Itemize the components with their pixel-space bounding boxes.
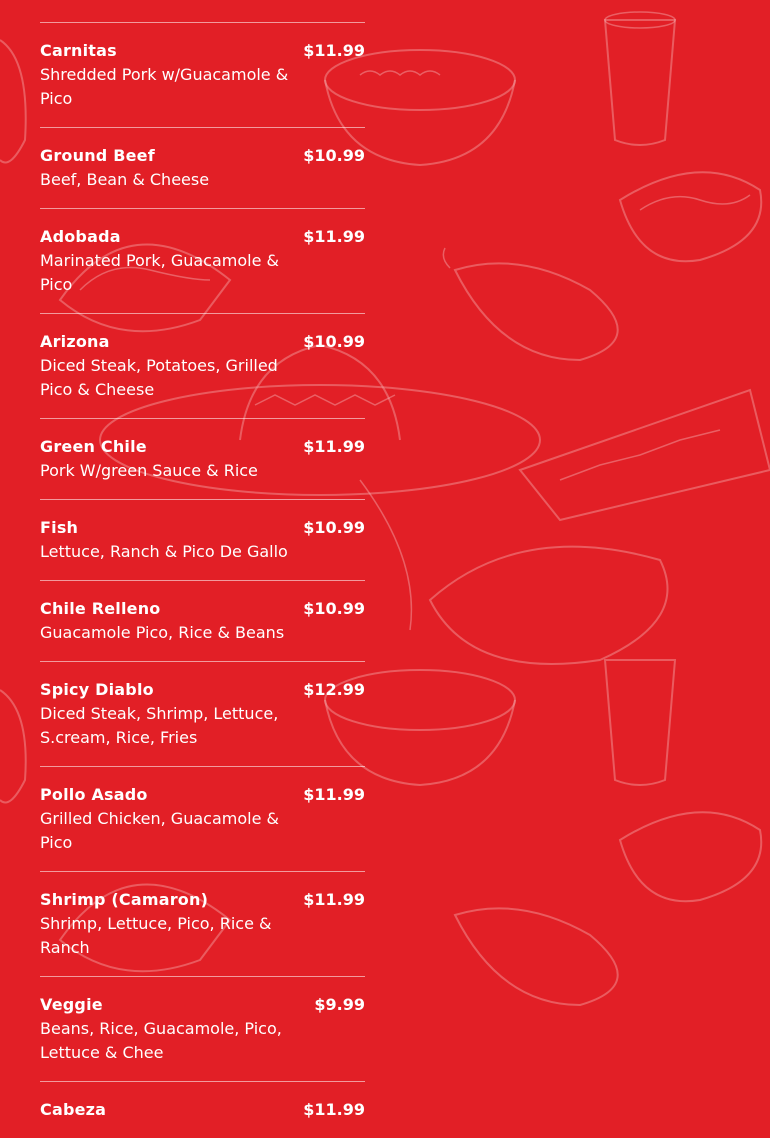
burrito-icon [620, 172, 761, 261]
burrito-icon [0, 40, 26, 803]
menu-item [40, 661, 365, 766]
glass-icon [605, 12, 675, 145]
menu-item [40, 208, 365, 313]
item-name: Ground Beef [40, 146, 155, 165]
menu-item [40, 313, 365, 418]
item-name: Shrimp (Camaron) [40, 890, 209, 909]
chili-pepper-icon [443, 248, 617, 360]
menu-item [40, 22, 365, 127]
item-description: Beans, Rice, Guacamole, Pico, Lettuce & Chee [40, 1019, 282, 1062]
glass-icon [605, 660, 675, 785]
menu-item [40, 580, 365, 661]
item-price: $10.99 [303, 518, 365, 537]
item-description: Marinated Pork, Guacamole & Pico [40, 251, 279, 294]
item-price: $12.99 [303, 680, 365, 699]
item-name: Pollo Asado [40, 785, 148, 804]
item-price: $10.99 [303, 332, 365, 351]
item-description: Shredded Pork w/Guacamole & Pico [40, 65, 289, 108]
item-description: Shrimp, Lettuce, Pico, Rice & Ranch [40, 914, 272, 957]
item-price: $11.99 [303, 227, 365, 246]
item-description: Diced Steak, Shrimp, Lettuce, S.cream, Rice, Fries [40, 704, 279, 747]
menu-item [40, 418, 365, 499]
item-name: Chile Relleno [40, 599, 161, 618]
item-name: Cabeza [40, 1100, 107, 1119]
menu-item [40, 976, 365, 1081]
item-description: Beef, Bean & Cheese [40, 170, 210, 189]
item-price: $11.99 [303, 785, 365, 804]
item-description: Lettuce, Ranch & Pico De Gallo [40, 542, 288, 561]
item-price: $11.99 [303, 1100, 365, 1119]
item-name: Adobada [40, 227, 121, 246]
chili-pepper-icon [455, 908, 618, 1005]
item-name: Veggie [40, 995, 103, 1014]
menu-item [40, 127, 365, 208]
item-name: Spicy Diablo [40, 680, 154, 699]
item-price: $10.99 [303, 146, 365, 165]
item-price: $11.99 [303, 890, 365, 909]
burrito-icon [430, 547, 668, 664]
menu-item [40, 499, 365, 580]
item-name: Green Chile [40, 437, 147, 456]
item-description: Diced Steak, Potatoes, Grilled Pico & Cheese [40, 356, 278, 399]
item-price: $11.99 [303, 41, 365, 60]
burrito-icon [620, 812, 761, 901]
item-description: Grilled Chicken, Guacamole & Pico [40, 809, 279, 852]
menu-item [40, 0, 365, 22]
menu-list [40, 0, 365, 1138]
item-price: $11.99 [303, 437, 365, 456]
item-price: $9.99 [314, 995, 365, 1014]
item-name: Carnitas [40, 41, 117, 60]
menu-item [40, 871, 365, 976]
item-name: Arizona [40, 332, 110, 351]
item-description: Guacamole Pico, Rice & Beans [40, 623, 285, 642]
quesadilla-icon [520, 390, 770, 520]
item-price: $10.99 [303, 599, 365, 618]
menu-item [40, 766, 365, 871]
item-name: Fish [40, 518, 79, 537]
item-description: Pork W/green Sauce & Rice [40, 461, 258, 480]
